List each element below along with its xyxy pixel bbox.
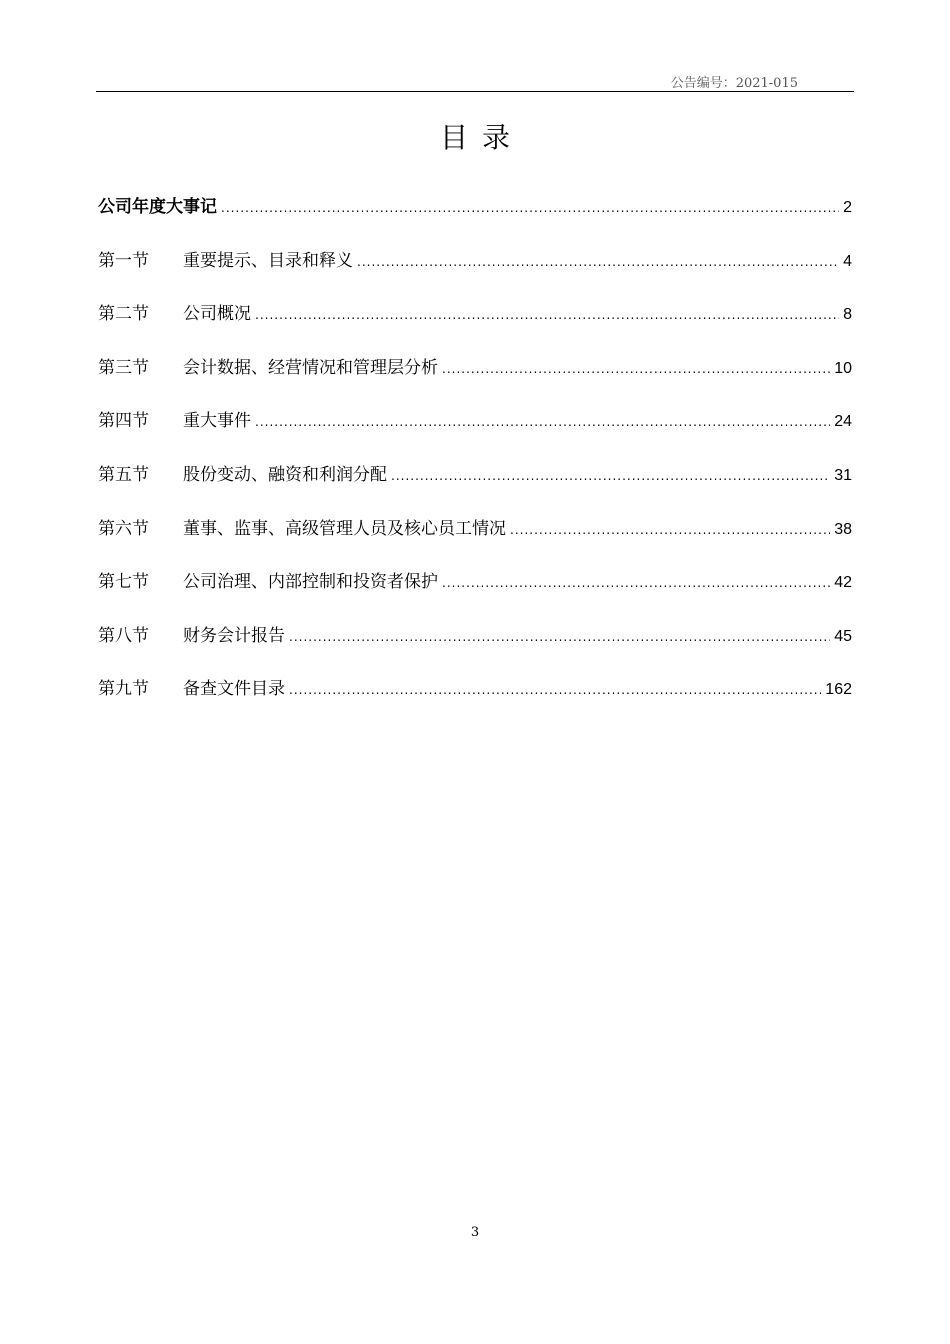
toc-entry-section: 第六节	[98, 518, 149, 539]
page-number: 3	[470, 1225, 480, 1240]
toc-entry-section: 第二节	[98, 304, 149, 325]
toc-dot-leader	[510, 524, 830, 536]
toc-entry-section-8[interactable]	[98, 621, 852, 675]
toc-entry-section: 第七节	[98, 572, 149, 593]
toc-entry-section-5[interactable]	[98, 460, 852, 514]
toc-entry-section: 第五节	[98, 464, 149, 485]
toc-entry-title: 公司年度大事记	[98, 197, 217, 217]
toc-entry-section-9[interactable]	[98, 674, 852, 728]
toc-dot-leader	[391, 470, 830, 482]
toc-entry-section: 第九节	[98, 679, 149, 700]
toc-entry-page: 162	[825, 681, 852, 699]
toc-dot-leader	[357, 256, 839, 268]
toc-entry-title: 重大事件	[183, 411, 251, 432]
toc-entry-section: 第三节	[98, 357, 149, 378]
toc-dot-leader	[221, 202, 839, 214]
toc-dot-leader	[255, 309, 839, 321]
toc-dot-leader	[442, 577, 830, 589]
toc-entry-page: 10	[834, 359, 852, 377]
toc-entry-section-2[interactable]	[98, 299, 852, 353]
toc-entry-title: 会计数据、经营情况和管理层分析	[183, 357, 438, 378]
toc-entry-section: 第八节	[98, 625, 149, 646]
toc-entry-title: 股份变动、融资和利润分配	[183, 464, 387, 485]
header-divider	[96, 91, 854, 92]
toc-entry-title: 董事、监事、高级管理人员及核心员工情况	[183, 518, 506, 539]
toc-entry-page: 42	[834, 574, 852, 592]
toc-dot-leader	[289, 684, 821, 696]
toc-entry-title: 公司治理、内部控制和投资者保护	[183, 572, 438, 593]
toc-entry-page: 8	[843, 306, 852, 324]
toc-entry-page: 2	[843, 199, 852, 216]
toc-entry-section-4[interactable]	[98, 406, 852, 460]
toc-entry-page: 45	[834, 627, 852, 645]
toc-entry-page: 4	[843, 252, 852, 270]
announcement-number: 公告编号：2021-015	[670, 76, 798, 91]
toc-entry-title: 公司概况	[183, 304, 251, 325]
toc-entry-page: 31	[834, 466, 852, 484]
toc-entry-title: 备查文件目录	[183, 679, 285, 700]
toc-dot-leader	[255, 416, 830, 428]
toc-dot-leader	[289, 631, 830, 643]
toc-entry-section-7[interactable]	[98, 567, 852, 621]
toc-entry-page: 24	[834, 413, 852, 431]
toc-dot-leader	[442, 363, 830, 375]
toc-entry-title: 财务会计报告	[183, 625, 285, 646]
toc-entry-section: 第一节	[98, 250, 149, 271]
toc-entry-title: 重要提示、目录和释义	[183, 250, 353, 271]
toc-entry-highlights[interactable]	[98, 192, 852, 246]
toc-entry-section-6[interactable]	[98, 514, 852, 568]
toc-entry-page: 38	[834, 520, 852, 538]
toc-entry-section-1[interactable]	[98, 246, 852, 300]
toc-entry-section-3[interactable]	[98, 353, 852, 407]
table-of-contents	[98, 192, 852, 728]
toc-entry-section: 第四节	[98, 411, 149, 432]
toc-title: 目录	[439, 121, 524, 154]
